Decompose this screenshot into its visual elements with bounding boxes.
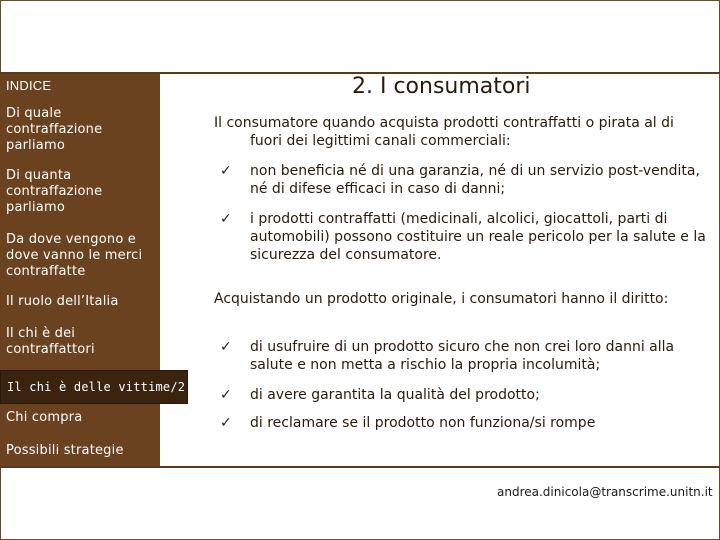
sidebar-item-chi-compra[interactable]: Chi compra [6,410,83,425]
intro-paragraph-1: Il consumatore quando acquista prodotti contraffatti o pirata al di fuori dei legittimi canali commerciali: [214,115,674,149]
bullet-text: i prodotti contraffatti (medicinali, alcolici, giocattoli, parti di automobili) possono costituire un reale pericolo per la salute e la sicurezza del consumatore. [250,211,706,263]
checkmark-icon: ✓ [220,211,232,227]
footer-divider [0,466,720,468]
checkmark-icon: ✓ [220,415,232,431]
checkmark-icon: ✓ [220,339,232,355]
footer-email: andrea.dinicola@transcrime.unitn.it [497,485,713,499]
sidebar-item-strategie[interactable]: Possibili strategie [6,443,124,458]
bullet-text: non beneficia né di una garanzia, né di un servizio post-vendita, né di difese efficaci in caso di danni; [250,163,700,197]
sidebar-item-indice[interactable]: INDICE [6,78,52,93]
sidebar-item-ruolo-italia[interactable]: Il ruolo dell’Italia [6,294,119,309]
page-title: 2. I consumatori [352,74,531,99]
bullet-text: di usufruire di un prodotto sicuro che non crei loro danni alla salute e non metta a rischio la propria incolumità; [250,339,675,373]
sidebar-item-vittime-active[interactable]: Il chi è delle vittime/2 [0,370,188,404]
sidebar-item-contraffattori[interactable]: Il chi è dei contraffattori [6,326,95,357]
checkmark-icon: ✓ [220,387,232,403]
sidebar-item-quale-contraffazione[interactable]: Di quale contraffazione parliamo [6,106,103,153]
sidebar-item-da-dove-vengono[interactable]: Da dove vengono e dove vanno le merci contraffatte [6,232,143,279]
intro-paragraph-2: Acquistando un prodotto originale, i consumatori hanno il diritto: [214,291,669,307]
sidebar-item-quanta-contraffazione[interactable]: Di quanta contraffazione parliamo [6,168,103,215]
bullet-text: di reclamare se il prodotto non funziona/si rompe [250,415,596,431]
bullet-text: di avere garantita la qualità del prodotto; [250,387,540,403]
checkmark-icon: ✓ [220,163,232,179]
